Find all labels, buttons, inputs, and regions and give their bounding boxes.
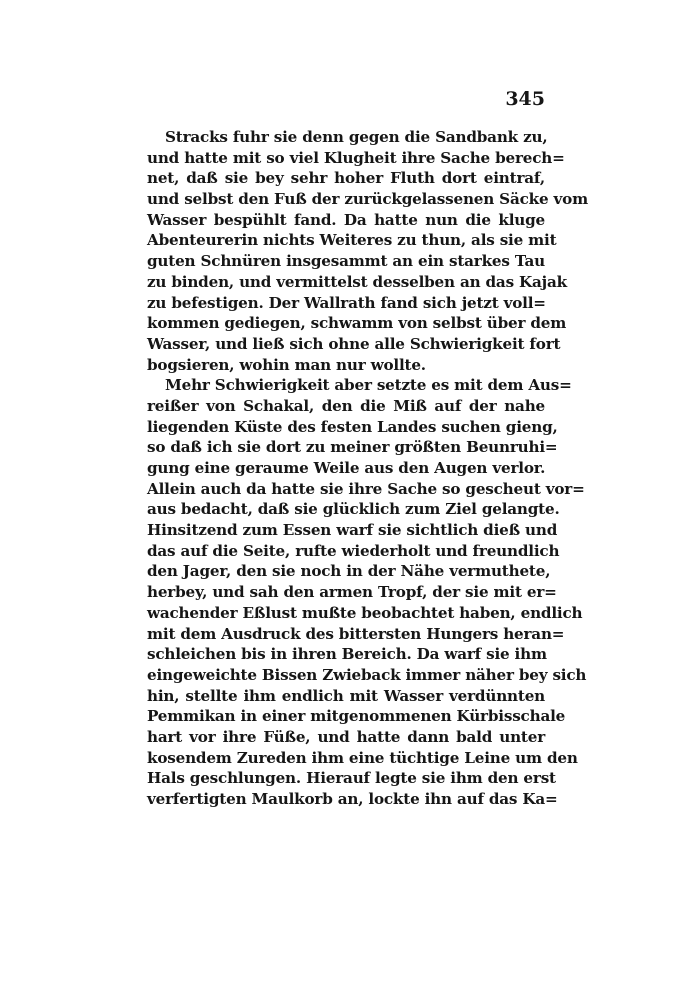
text-line: Pemmikan in einer mitgenommenen Kürbisschale xyxy=(147,707,566,726)
text-line: eingeweichte Bissen Zwieback immer näher bey sich xyxy=(147,665,587,684)
text-line: Hals geschlungen. Hierauf legte sie ihm den erst xyxy=(147,769,556,788)
text-line: Wasser, und ließ sich ohne alle Schwierigkeit fort xyxy=(147,334,561,353)
text-line: reißer von Schakal, den die Miß auf der nahe xyxy=(147,396,545,415)
text-line: Wasser bespühlt fand. Da hatte nun die kluge xyxy=(147,210,545,229)
text-line: so daß ich sie dort zu meiner größten Beunruhi= xyxy=(147,438,558,457)
text-line: verfertigten Maulkorb an, lockte ihn auf das Ka= xyxy=(147,790,558,808)
page-number: 345 xyxy=(505,88,545,110)
text-line: bogsieren, wohin man nur wollte. xyxy=(147,355,426,374)
text-line: kosendem Zureden ihm eine tüchtige Leine um den xyxy=(147,748,578,767)
text-line: und hatte mit so viel Klugheit ihre Sache berech= xyxy=(147,148,565,167)
text-line: Allein auch da hatte sie ihre Sache so gescheut vor= xyxy=(147,479,585,498)
text-line: kommen gediegen, schwamm von selbst über dem xyxy=(147,314,567,333)
body-text xyxy=(147,127,588,810)
text-line: hart vor ihre Füße, und hatte dann bald unter xyxy=(147,727,545,746)
text-line: herbey, und sah den armen Tropf, der sie mit er= xyxy=(147,583,557,602)
text-line: zu befestigen. Der Wallrath fand sich jetzt voll= xyxy=(147,293,546,312)
text-line: mit dem Ausdruck des bittersten Hungers heran= xyxy=(147,624,565,643)
text-line: wachender Eßlust mußte beobachtet haben, endlich xyxy=(147,603,583,622)
text-line: Mehr Schwierigkeit aber setzte es mit dem Aus= xyxy=(165,376,572,395)
text-line: gung eine geraume Weile aus den Augen verlor. xyxy=(147,459,546,477)
text-line: hin, stellte ihm endlich mit Wasser verdünnten xyxy=(147,686,545,705)
text-line: das auf die Seite, rufte wiederholt und freundlich xyxy=(147,541,560,560)
text-line: liegenden Küste des festen Landes suchen gieng, xyxy=(147,417,558,436)
text-line: zu binden, und vermittelst desselben an das Kajak xyxy=(147,272,567,291)
text-line: und selbst den Fuß der zurückgelassenen Säcke vom xyxy=(147,190,588,209)
text-line: aus bedacht, daß sie glücklich zum Ziel gelangte. xyxy=(147,500,560,519)
text-line: guten Schnüren insgesammt an ein starkes Tau xyxy=(147,252,545,271)
text-line: schleichen bis in ihren Bereich. Da warf sie ihm xyxy=(147,645,547,664)
text-line: Hinsitzend zum Essen warf sie sichtlich dieß und xyxy=(147,521,558,540)
text-line: Abenteurerin nichts Weiteres zu thun, als sie mit xyxy=(147,231,557,250)
text-line: net, daß sie bey sehr hoher Fluth dort eintraf, xyxy=(147,169,545,188)
text-line: den Jager, den sie noch in der Nähe vermuthete, xyxy=(147,562,551,581)
text-line: Stracks fuhr sie denn gegen die Sandbank zu, xyxy=(165,128,548,146)
